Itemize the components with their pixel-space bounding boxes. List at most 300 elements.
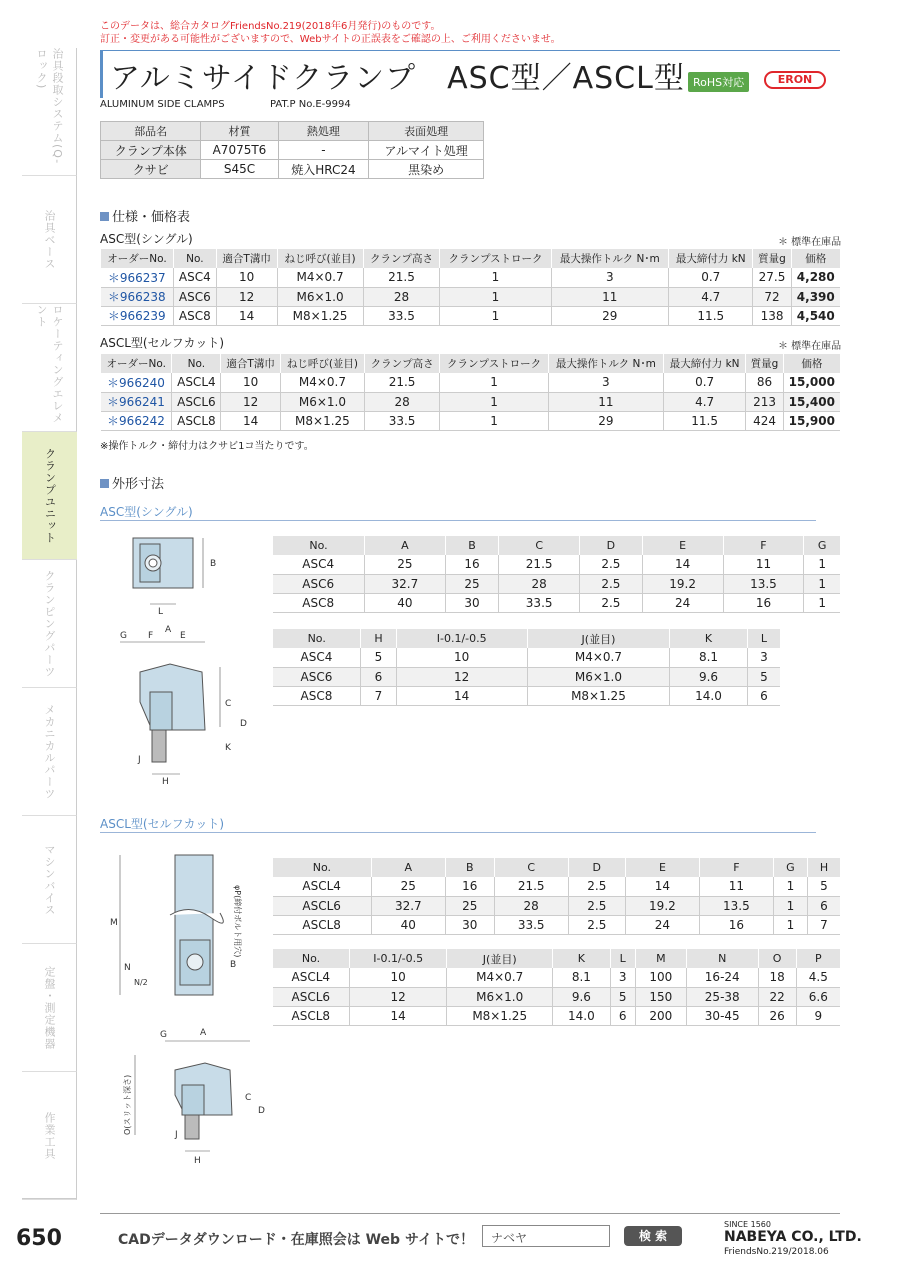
table-cell: M8×1.25 <box>280 411 364 430</box>
table-row <box>273 648 781 667</box>
table-cell: 1 <box>440 411 549 430</box>
stock-note: ＊ 標準在庫品 <box>778 341 842 352</box>
table-cell: 0.7 <box>663 373 746 392</box>
table-cell: ASCL6 <box>273 987 350 1006</box>
table-cell: 2.5 <box>580 555 643 574</box>
table-cell: S45C <box>201 160 278 179</box>
column-header: A <box>371 858 445 877</box>
column-header: No. <box>174 249 217 268</box>
column-header: F <box>699 858 773 877</box>
table-header-row <box>273 629 781 648</box>
table-cell: 6 <box>807 896 840 915</box>
table-cell: 14 <box>396 686 527 705</box>
table-row <box>273 877 841 896</box>
column-header: B <box>445 536 498 555</box>
sidebar-item-jig-base[interactable] <box>22 176 77 304</box>
column-header: A <box>364 536 445 555</box>
table-row <box>101 306 841 325</box>
price-cell: 4,540 <box>791 306 840 325</box>
search-input[interactable]: ナベヤ <box>482 1225 610 1247</box>
table-row <box>101 411 841 430</box>
asc-dimension-rule <box>100 520 816 521</box>
column-header: O <box>758 949 796 968</box>
table-cell: 100 <box>635 968 686 987</box>
table-cell: ASC8 <box>273 686 361 705</box>
table-cell: 1 <box>440 306 551 325</box>
notice-line-2: 訂正・変更がある可能性がございますので、Webサイトの正誤表をご確認の上、ご利用くださいませ。 <box>100 34 561 45</box>
column-header: クランプストローク <box>440 354 549 373</box>
sidebar-divider <box>22 1198 77 1199</box>
table-cell: 6 <box>747 686 780 705</box>
table-row <box>101 268 841 287</box>
page-title: アルミサイドクランプ ASC型／ASCL型 <box>110 61 685 96</box>
cad-download-text: CADデータダウンロード・在庫照会は Web サイトで！ <box>118 1232 474 1248</box>
table-cell: ASC6 <box>273 667 361 686</box>
table-cell: 2.5 <box>568 877 625 896</box>
materials-header: 熱処理 <box>278 122 369 141</box>
sidebar-item-machine-vise[interactable] <box>22 816 77 944</box>
table-cell: 40 <box>371 915 445 934</box>
table-cell: 25-38 <box>686 987 758 1006</box>
table-cell: ASC6 <box>273 574 365 593</box>
table-cell: 200 <box>635 1006 686 1025</box>
table-cell: ASCL8 <box>273 1006 350 1025</box>
table-cell: 16-24 <box>686 968 758 987</box>
dim-label-j: J <box>138 755 141 765</box>
table-cell: M4×0.7 <box>277 268 363 287</box>
column-header: 最大操作トルク N･m <box>551 249 669 268</box>
table-cell: 18 <box>758 968 796 987</box>
table-cell: 25 <box>371 877 445 896</box>
asc-dimension-table-2 <box>272 629 780 706</box>
notice-line-1: このデータは、総合カタログFriendsNo.219(2018年6月発行)のものです。 <box>100 21 441 32</box>
table-header-row <box>273 858 841 877</box>
dim-label-c: C <box>245 1093 252 1103</box>
eron-logo: ERON <box>764 71 826 89</box>
table-cell: 19.2 <box>642 574 723 593</box>
table-cell: 24 <box>642 593 723 612</box>
sidebar-item-label: クランプユニット <box>43 447 57 544</box>
sidebar-item-work-tools[interactable] <box>22 1072 77 1200</box>
sidebar-item-label: 定盤・測定機器 <box>43 965 56 1050</box>
dim-label-n-half: N/2 <box>134 978 148 987</box>
order-number[interactable]: ＊966237 <box>101 268 174 287</box>
sidebar-item-label: 作業工具 <box>43 1111 56 1160</box>
table-cell: 25 <box>364 555 445 574</box>
table-cell: 27.5 <box>753 268 791 287</box>
table-cell: 0.7 <box>669 268 753 287</box>
sidebar-item-q-lock[interactable] <box>22 48 77 176</box>
sidebar-item-locating[interactable] <box>22 304 77 432</box>
asc-dimension-caption: ASC型(シングル) <box>100 505 193 519</box>
dim-label-f: F <box>148 631 154 641</box>
table-cell: 12 <box>221 392 281 411</box>
column-header: No. <box>273 536 365 555</box>
table-cell: 21.5 <box>364 373 439 392</box>
dim-label-n: N <box>124 963 131 973</box>
table-row <box>273 593 841 612</box>
table-cell: 29 <box>548 411 663 430</box>
dim-label-j: J <box>175 1130 178 1140</box>
table-row <box>273 987 841 1006</box>
table-cell: 11 <box>699 877 773 896</box>
table-cell: 黒染め <box>369 160 484 179</box>
asc-top-view-drawing <box>118 532 228 617</box>
table-cell: 6 <box>610 1006 635 1025</box>
catalog-notice <box>100 20 561 46</box>
column-header: 価格 <box>783 354 840 373</box>
table-cell: 2.5 <box>580 593 643 612</box>
table-cell: M4×0.7 <box>280 373 364 392</box>
order-number[interactable]: ＊966241 <box>101 392 172 411</box>
table-cell: 11.5 <box>663 411 746 430</box>
order-number[interactable]: ＊966242 <box>101 411 172 430</box>
table-cell: 40 <box>364 593 445 612</box>
column-header: D <box>580 536 643 555</box>
spec-section-title: 仕様・価格表 <box>100 206 190 225</box>
table-cell: 12 <box>216 287 277 306</box>
sidebar-item-label: マシンバイス <box>43 843 56 916</box>
table-cell: 12 <box>350 987 447 1006</box>
column-header: P <box>796 949 840 968</box>
column-header: 価格 <box>791 249 840 268</box>
table-cell: 2.5 <box>568 915 625 934</box>
dim-label-a: A <box>200 1028 207 1038</box>
dim-label-m: M <box>110 918 118 928</box>
table-cell: 3 <box>548 373 663 392</box>
table-cell: 5 <box>361 648 396 667</box>
table-cell: 5 <box>747 667 780 686</box>
table-cell: 4.7 <box>669 287 753 306</box>
dim-label-c: C <box>225 699 232 709</box>
stock-note: ＊ 標準在庫品 <box>778 237 842 248</box>
column-header: No. <box>172 354 221 373</box>
table-cell: ASCL4 <box>172 373 221 392</box>
order-number[interactable]: ＊966239 <box>101 306 174 325</box>
table-cell: M6×1.0 <box>277 287 363 306</box>
table-cell: 14 <box>216 306 277 325</box>
table-cell: 86 <box>746 373 783 392</box>
table-cell: 1 <box>804 574 840 593</box>
table-cell: 14 <box>221 411 281 430</box>
ascl-spec-caption: ASCL型(セルフカット) <box>100 336 225 350</box>
table-cell: A7075T6 <box>201 141 278 160</box>
table-cell: 16 <box>445 877 494 896</box>
table-cell: 25 <box>445 574 498 593</box>
table-cell: ASC4 <box>273 555 365 574</box>
table-cell: 2.5 <box>568 896 625 915</box>
column-header: ねじ呼び(並目) <box>277 249 363 268</box>
table-cell: 4.7 <box>663 392 746 411</box>
table-row <box>273 555 841 574</box>
table-cell: 1 <box>440 287 551 306</box>
price-cell: 4,280 <box>791 268 840 287</box>
table-cell: 138 <box>753 306 791 325</box>
table-cell: 9 <box>796 1006 840 1025</box>
table-cell: 10 <box>216 268 277 287</box>
dim-label-h: H <box>162 777 169 787</box>
table-cell: 32.7 <box>364 574 445 593</box>
table-cell: M4×0.7 <box>447 968 553 987</box>
table-row <box>273 667 781 686</box>
table-header-row <box>101 249 841 268</box>
table-cell: 1 <box>773 896 807 915</box>
table-cell: 11 <box>723 555 804 574</box>
column-header: E <box>642 536 723 555</box>
table-row <box>101 287 841 306</box>
asc-spec-caption: ASC型(シングル) <box>100 232 193 246</box>
table-header-row <box>273 536 841 555</box>
table-cell: ASCL6 <box>172 392 221 411</box>
table-cell: ASC4 <box>273 648 361 667</box>
table-cell: ASC6 <box>174 287 217 306</box>
table-cell: 4.5 <box>796 968 840 987</box>
column-header: I-0.1/-0.5 <box>350 949 447 968</box>
footer-rule <box>100 1213 840 1214</box>
column-header: ねじ呼び(並目) <box>280 354 364 373</box>
table-row <box>273 686 781 705</box>
dim-label-l: L <box>158 607 164 617</box>
search-button[interactable]: 検 索 <box>624 1226 682 1246</box>
ascl-dimension-table-2 <box>272 949 840 1026</box>
column-header: F <box>723 536 804 555</box>
table-cell: M8×1.25 <box>447 1006 553 1025</box>
column-header: No. <box>273 629 361 648</box>
column-header: クランプ高さ <box>363 249 440 268</box>
dim-label-h: H <box>194 1156 201 1166</box>
table-row <box>273 896 841 915</box>
sidebar-item-label: クランピングパーツ <box>43 569 56 678</box>
ascl-side-view-drawing <box>110 1025 270 1170</box>
table-cell: 12 <box>396 667 527 686</box>
table-cell: - <box>278 141 369 160</box>
table-cell: 6 <box>361 667 396 686</box>
column-header: C <box>494 858 568 877</box>
table-row <box>101 392 841 411</box>
table-cell: 33.5 <box>364 411 439 430</box>
table-cell: ASCL6 <box>273 896 372 915</box>
table-cell: 28 <box>494 896 568 915</box>
table-cell: M8×1.25 <box>277 306 363 325</box>
table-cell: 3 <box>747 648 780 667</box>
table-cell: 7 <box>361 686 396 705</box>
column-header: J(並目) <box>447 949 553 968</box>
materials-table <box>100 121 484 179</box>
table-cell: M8×1.25 <box>527 686 669 705</box>
table-cell: 14 <box>625 877 699 896</box>
table-cell: 28 <box>363 287 440 306</box>
column-header: 質量g <box>753 249 791 268</box>
table-cell: 10 <box>350 968 447 987</box>
ascl-dimension-caption: ASCL型(セルフカット) <box>100 817 225 831</box>
column-header: オーダーNo. <box>101 354 172 373</box>
table-cell: 14.0 <box>670 686 748 705</box>
dim-label-g: G <box>120 631 127 641</box>
table-cell: ASC8 <box>174 306 217 325</box>
table-row <box>101 141 484 160</box>
column-header: L <box>610 949 635 968</box>
sidebar-item-clamping-parts[interactable] <box>22 560 77 688</box>
ascl-spec-table <box>100 354 840 431</box>
column-header: 最大締付力 kN <box>669 249 753 268</box>
table-cell: 11.5 <box>669 306 753 325</box>
column-header: No. <box>273 949 350 968</box>
table-cell: 30 <box>445 915 494 934</box>
table-cell: M6×1.0 <box>280 392 364 411</box>
sidebar-item-label: 治具ベース <box>43 209 56 270</box>
dim-label-a: A <box>165 625 172 635</box>
column-header: No. <box>273 858 372 877</box>
table-header-row <box>101 354 841 373</box>
table-cell: 29 <box>551 306 669 325</box>
table-row <box>273 968 841 987</box>
table-cell: 33.5 <box>363 306 440 325</box>
asc-side-view-drawing <box>110 622 260 787</box>
table-row <box>273 1006 841 1025</box>
table-row <box>101 373 841 392</box>
ascl-long-view-drawing <box>100 845 260 1015</box>
company-logo: NABEYA CO., LTD. <box>724 1229 862 1245</box>
table-cell: ASCL4 <box>273 968 350 987</box>
column-header: K <box>553 949 611 968</box>
dim-label-o: O(スリット深さ) <box>123 1074 132 1135</box>
table-cell: 3 <box>610 968 635 987</box>
table-cell: 16 <box>445 555 498 574</box>
dim-label-d: D <box>258 1106 265 1116</box>
table-row <box>273 574 841 593</box>
column-header: E <box>625 858 699 877</box>
column-header: C <box>499 536 580 555</box>
table-cell: 16 <box>699 915 773 934</box>
table-cell: 30 <box>445 593 498 612</box>
table-cell: 13.5 <box>699 896 773 915</box>
column-header: 適合T溝巾 <box>216 249 277 268</box>
dim-label-b: B <box>210 559 217 569</box>
patent-number: PAT.P No.E-9994 <box>270 99 351 110</box>
table-cell: 5 <box>610 987 635 1006</box>
table-cell: 26 <box>758 1006 796 1025</box>
table-cell: 7 <box>807 915 840 934</box>
order-number[interactable]: ＊966240 <box>101 373 172 392</box>
table-cell: 14.0 <box>553 1006 611 1025</box>
table-cell: 21.5 <box>494 877 568 896</box>
column-header: 質量g <box>746 354 783 373</box>
table-cell: 1 <box>440 268 551 287</box>
column-header: H <box>361 629 396 648</box>
table-cell: アルマイト処理 <box>369 141 484 160</box>
table-cell: 424 <box>746 411 783 430</box>
table-cell: 28 <box>499 574 580 593</box>
dimension-section-title: 外形寸法 <box>100 473 164 492</box>
column-header: オーダーNo. <box>101 249 174 268</box>
table-cell: ASCL8 <box>172 411 221 430</box>
table-cell: クランプ本体 <box>101 141 201 160</box>
table-cell: 焼入HRC24 <box>278 160 369 179</box>
table-cell: 150 <box>635 987 686 1006</box>
column-header: 最大締付力 kN <box>663 354 746 373</box>
table-cell: ASC4 <box>174 268 217 287</box>
sidebar-item-label: ロケーティングエレメント <box>35 304 64 424</box>
table-cell: 8.1 <box>553 968 611 987</box>
table-cell: M6×1.0 <box>527 667 669 686</box>
order-number[interactable]: ＊966238 <box>101 287 174 306</box>
table-cell: 6.6 <box>796 987 840 1006</box>
table-cell: 30-45 <box>686 1006 758 1025</box>
price-cell: 15,000 <box>783 373 840 392</box>
table-cell: 1 <box>440 373 549 392</box>
table-cell: ASCL8 <box>273 915 372 934</box>
table-cell: 24 <box>625 915 699 934</box>
column-header: L <box>747 629 780 648</box>
price-cell: 15,900 <box>783 411 840 430</box>
asc-spec-table <box>100 249 840 326</box>
table-cell: 28 <box>364 392 439 411</box>
ascl-dimension-rule <box>100 832 816 833</box>
price-cell: 4,390 <box>791 287 840 306</box>
table-cell: 10 <box>396 648 527 667</box>
sidebar-item-mechanical-parts[interactable] <box>22 688 77 816</box>
table-cell: 213 <box>746 392 783 411</box>
table-cell: 9.6 <box>553 987 611 1006</box>
sidebar-item-label: 治具段取システム(Q-ロック) <box>35 48 64 165</box>
column-header: N <box>686 949 758 968</box>
table-cell: 2.5 <box>580 574 643 593</box>
column-header: B <box>445 858 494 877</box>
table-cell: 19.2 <box>625 896 699 915</box>
table-cell: 11 <box>548 392 663 411</box>
table-cell: M4×0.7 <box>527 648 669 667</box>
table-cell: 11 <box>551 287 669 306</box>
table-cell: 33.5 <box>494 915 568 934</box>
table-header-row <box>273 949 841 968</box>
table-cell: 1 <box>804 593 840 612</box>
table-cell: 25 <box>445 896 494 915</box>
column-header: G <box>804 536 840 555</box>
table-cell: ASCL4 <box>273 877 372 896</box>
asc-dimension-table-1 <box>272 536 840 613</box>
column-header: M <box>635 949 686 968</box>
sidebar-item-surface-plate[interactable] <box>22 944 77 1072</box>
sidebar-item-label: メカニカルパーツ <box>43 703 56 800</box>
table-cell: 5 <box>807 877 840 896</box>
table-cell: 32.7 <box>371 896 445 915</box>
page-number: 650 <box>16 1226 62 1251</box>
table-cell: クサビ <box>101 160 201 179</box>
materials-header: 材質 <box>201 122 278 141</box>
rohs-badge: RoHS対応 <box>688 72 749 92</box>
table-cell: 8.1 <box>670 648 748 667</box>
table-cell: 1 <box>773 915 807 934</box>
table-cell: 1 <box>804 555 840 574</box>
materials-header: 部品名 <box>101 122 201 141</box>
table-row <box>101 160 484 179</box>
table-cell: ASC8 <box>273 593 365 612</box>
table-cell: 22 <box>758 987 796 1006</box>
table-cell: 14 <box>642 555 723 574</box>
table-cell: 10 <box>221 373 281 392</box>
column-header: 適合T溝巾 <box>221 354 281 373</box>
table-cell: 16 <box>723 593 804 612</box>
catalog-edition: FriendsNo.219/2018.06 <box>724 1247 829 1257</box>
dim-label-g: G <box>160 1030 167 1040</box>
sidebar-item-clamp-unit[interactable] <box>22 432 77 560</box>
column-header: H <box>807 858 840 877</box>
price-cell: 15,400 <box>783 392 840 411</box>
table-cell: 14 <box>350 1006 447 1025</box>
dim-label-k: K <box>225 743 231 753</box>
table-cell: 9.6 <box>670 667 748 686</box>
dim-label-b: B <box>230 960 237 970</box>
